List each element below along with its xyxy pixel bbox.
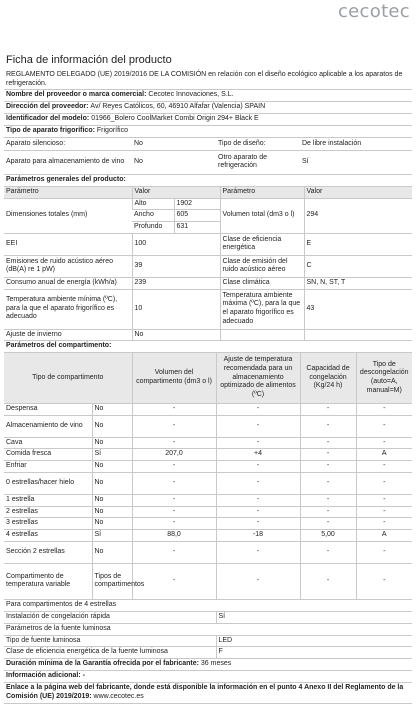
light-params-title: Parámetros de la fuente luminosa — [4, 624, 412, 636]
model-id-value: 01966_Bolero CoolMarket Combi Origin 294+ Black E — [91, 115, 259, 123]
other-appliance-label: Otro aparato de refrigeración — [216, 150, 300, 174]
general-params-table — [4, 187, 412, 342]
dims-alto-value: 1902 — [174, 198, 220, 210]
compartment-params-title: Parámetros del compartimento: — [4, 341, 412, 353]
fast-freeze-label: Instalación de congelación rápida — [4, 612, 216, 623]
light-class-label: Clase de eficiencia energética de la fuente luminosa — [4, 647, 216, 659]
dims-ancho-label: Ancho — [132, 210, 174, 222]
compartment-name: Compartimento de temperatura variable — [4, 563, 92, 599]
regulation-text: REGLAMENTO DELEGADO (UE) 2019/2016 DE LA COMISIÓN en relación con el diseño ecológico aplicable a los aparatos de refrigeración. — [4, 70, 412, 91]
compartment-row — [4, 494, 412, 506]
compartment-row — [4, 437, 412, 449]
volume-value: 294 — [304, 198, 412, 233]
compartment-temp: - — [216, 494, 300, 506]
noise-class-label: Clase de emisión del ruido acústico aéreo — [220, 255, 304, 277]
fast-freeze-table — [4, 612, 412, 624]
compartment-defrost: - — [356, 563, 412, 599]
comp-head-defrost: Tipo de descongelación (auto=A, manual=M) — [356, 353, 412, 403]
compartment-temp: - — [216, 437, 300, 449]
warranty-value: 36 meses — [200, 660, 232, 668]
compartment-capacity: 5,00 — [300, 530, 356, 542]
page-title: Ficha de información del producto — [6, 54, 172, 66]
compartment-volume: - — [132, 506, 216, 518]
comp-head-volume: Volumen del compartimento (dm3 o l) — [132, 353, 216, 403]
manufacturer-link-text: Enlace a la página web del fabricante, donde está disponible la información en el punto 4 Anexo II del Reglamento de la Comisión (UE) 2019/2019: — [6, 684, 404, 700]
compartment-capacity: - — [300, 541, 356, 563]
compartment-name: Comida fresca — [4, 449, 92, 461]
compartment-name: 1 estrella — [4, 494, 92, 506]
compartment-capacity: - — [300, 494, 356, 506]
compartment-temp: - — [216, 461, 300, 473]
compartment-capacity: - — [300, 415, 356, 437]
compartment-row — [4, 403, 412, 415]
dims-prof-label: Profundo — [132, 222, 174, 234]
compartment-name: Despensa — [4, 403, 92, 415]
climate-class-value: SN, N, ST, T — [304, 277, 412, 289]
appliance-type-value: Frigorífico — [96, 127, 129, 135]
compartment-volume: 88,0 — [132, 530, 216, 542]
compartment-temp: - — [216, 541, 300, 563]
min-temp-value: 10 — [132, 289, 220, 329]
compartment-volume: - — [132, 518, 216, 530]
compartment-volume: - — [132, 494, 216, 506]
compartment-present: No — [92, 472, 132, 494]
light-type-value: LED — [216, 636, 412, 647]
manufacturer-link-row — [4, 683, 412, 704]
compartment-row — [4, 506, 412, 518]
compartment-defrost: - — [356, 506, 412, 518]
dims-ancho-value: 605 — [174, 210, 220, 222]
warranty-row — [4, 659, 412, 671]
volume-label: Volumen total (dm3 o l) — [220, 198, 304, 233]
supplier-name-value: Cecotec Innovaciones, S.L. — [148, 91, 234, 99]
compartment-capacity: - — [300, 437, 356, 449]
compartment-volume: - — [132, 415, 216, 437]
compartment-present: No — [92, 494, 132, 506]
energy-consumption-value: 239 — [132, 277, 220, 289]
compartment-capacity: - — [300, 461, 356, 473]
noise-value: 39 — [132, 255, 220, 277]
eei-label: EEI — [4, 233, 132, 255]
compartment-volume: - — [132, 541, 216, 563]
winter-value: No — [132, 329, 220, 341]
energy-class-value: E — [304, 233, 412, 255]
energy-class-label: Clase de eficiencia energética — [220, 233, 304, 255]
additional-info: Información adicional: - — [4, 671, 412, 683]
supplier-address-row — [4, 102, 412, 114]
wine-value: No — [132, 150, 216, 174]
design-label: Tipo de diseño: — [216, 138, 300, 150]
compartment-row — [4, 530, 412, 542]
gen-head-value2: Valor — [304, 187, 412, 198]
max-temp-value: 43 — [304, 289, 412, 329]
gen-head-param2: Parámetro — [220, 187, 304, 198]
compartment-capacity: - — [300, 563, 356, 599]
model-id-label: Identificador del modelo: — [6, 115, 90, 123]
comp-head-temp: Ajuste de temperatura recomendada para un almacenamiento optimizado de alimentos (ºC) — [216, 353, 300, 403]
eei-value: 100 — [132, 233, 220, 255]
other-appliance-value: Sí — [300, 150, 412, 174]
compartment-temp: - — [216, 403, 300, 415]
fast-freeze-value: Sí — [216, 612, 412, 623]
compartment-defrost: - — [356, 403, 412, 415]
energy-consumption-label: Consumo anual de energía (kWh/a) — [4, 277, 132, 289]
supplier-address-label: Dirección del proveedor: — [6, 103, 89, 111]
compartment-row — [4, 563, 412, 599]
compartment-temp: +4 — [216, 449, 300, 461]
compartment-present: Sí — [92, 449, 132, 461]
compartment-capacity: - — [300, 518, 356, 530]
silent-label: Aparato silencioso: — [4, 138, 132, 150]
supplier-name-row — [4, 90, 412, 102]
compartment-name: 3 estrellas — [4, 518, 92, 530]
compartment-present: No — [92, 506, 132, 518]
compartment-present: No — [92, 415, 132, 437]
compartment-volume: - — [132, 461, 216, 473]
min-temp-label: Temperatura ambiente mínima (ºC), para la que el aparato frigorífico es adecuado — [4, 289, 132, 329]
light-table — [4, 636, 412, 660]
design-value: De libre instalación — [300, 138, 412, 150]
light-class-value: F — [216, 647, 412, 659]
silent-value: No — [132, 138, 216, 150]
noise-label: Emisiones de ruido acústico aéreo (dB(A) re 1 pW) — [4, 255, 132, 277]
compartment-name: 4 estrellas — [4, 530, 92, 542]
supplier-address-value: Av/ Reyes Católicos, 60, 46910 Alfafar (Valencia) SPAIN — [90, 103, 266, 111]
compartment-temp: - — [216, 472, 300, 494]
compartment-row — [4, 541, 412, 563]
compartment-name: 0 estrellas/hacer hielo — [4, 472, 92, 494]
noise-class-value: C — [304, 255, 412, 277]
compartment-name: Cava — [4, 437, 92, 449]
compartment-name: Sección 2 estrellas — [4, 541, 92, 563]
gen-head-param: Parámetro — [4, 187, 132, 198]
compartment-temp: - — [216, 506, 300, 518]
four-star-title: Para compartimentos de 4 estrellas — [4, 600, 412, 612]
compartment-defrost: - — [356, 437, 412, 449]
general-params-title: Parámetros generales del producto: — [4, 175, 412, 187]
compartment-row — [4, 415, 412, 437]
supplier-name-label: Nombre del proveedor o marca comercial: — [6, 91, 147, 99]
product-sheet — [4, 51, 412, 704]
compartment-row — [4, 518, 412, 530]
compartment-name: Almacenamiento de vino — [4, 415, 92, 437]
compartment-defrost: A — [356, 530, 412, 542]
compartment-volume: - — [132, 472, 216, 494]
compartment-present: No — [92, 461, 132, 473]
compartment-temp: -18 — [216, 530, 300, 542]
compartment-present: No — [92, 403, 132, 415]
compartment-present: Sí — [92, 530, 132, 542]
compartment-defrost: - — [356, 518, 412, 530]
compartment-present: No — [92, 518, 132, 530]
gen-head-value: Valor — [132, 187, 220, 198]
brand-logo: cecotec — [337, 1, 410, 22]
wine-label: Aparato para almacenamiento de vino — [4, 150, 132, 174]
compartment-temp: - — [216, 415, 300, 437]
compartment-row — [4, 461, 412, 473]
compartment-defrost: A — [356, 449, 412, 461]
dims-label: Dimensiones totales (mm) — [4, 198, 132, 233]
compartment-defrost: - — [356, 494, 412, 506]
compartment-capacity: - — [300, 506, 356, 518]
compartment-name: Enfriar — [4, 461, 92, 473]
winter-label: Ajuste de invierno — [4, 329, 132, 341]
dims-prof-value: 631 — [174, 222, 220, 234]
compartment-volume: 207,0 — [132, 449, 216, 461]
compartment-temp: - — [216, 563, 300, 599]
manufacturer-link[interactable]: www.cecotec.es — [93, 692, 144, 700]
light-type-label: Tipo de fuente luminosa — [4, 636, 216, 647]
appliance-type-label: Tipo de aparato frigorífico: — [6, 127, 95, 135]
model-id-row — [4, 114, 412, 126]
compartment-defrost: - — [356, 541, 412, 563]
compartment-volume: - — [132, 403, 216, 415]
compartment-table — [4, 353, 412, 600]
compartment-row — [4, 472, 412, 494]
compartment-defrost: - — [356, 461, 412, 473]
compartment-name: 2 estrellas — [4, 506, 92, 518]
compartment-volume: - — [132, 437, 216, 449]
appliance-info-table — [4, 138, 412, 175]
compartment-capacity: - — [300, 449, 356, 461]
compartment-temp: - — [216, 518, 300, 530]
max-temp-label: Temperatura ambiente máxima (ºC), para la que el aparato frigorífico es adecuado — [220, 289, 304, 329]
appliance-type-row — [4, 126, 412, 138]
warranty-label: Duración mínima de la Garantía ofrecida por el fabricante: — [6, 660, 199, 668]
comp-head-capacity: Capacidad de congelación (Kg/24 h) — [300, 353, 356, 403]
climate-class-label: Clase climática — [220, 277, 304, 289]
compartment-row — [4, 449, 412, 461]
compartment-capacity: - — [300, 472, 356, 494]
compartment-volume: - — [132, 563, 216, 599]
compartment-defrost: - — [356, 472, 412, 494]
compartment-defrost: - — [356, 415, 412, 437]
compartment-present: No — [92, 541, 132, 563]
dims-alto-label: Alto — [132, 198, 174, 210]
compartment-capacity: - — [300, 403, 356, 415]
compartment-present: No — [92, 437, 132, 449]
comp-head-type: Tipo de compartimento — [4, 353, 132, 403]
compartment-present: Tipos de compartimentos — [92, 563, 132, 599]
